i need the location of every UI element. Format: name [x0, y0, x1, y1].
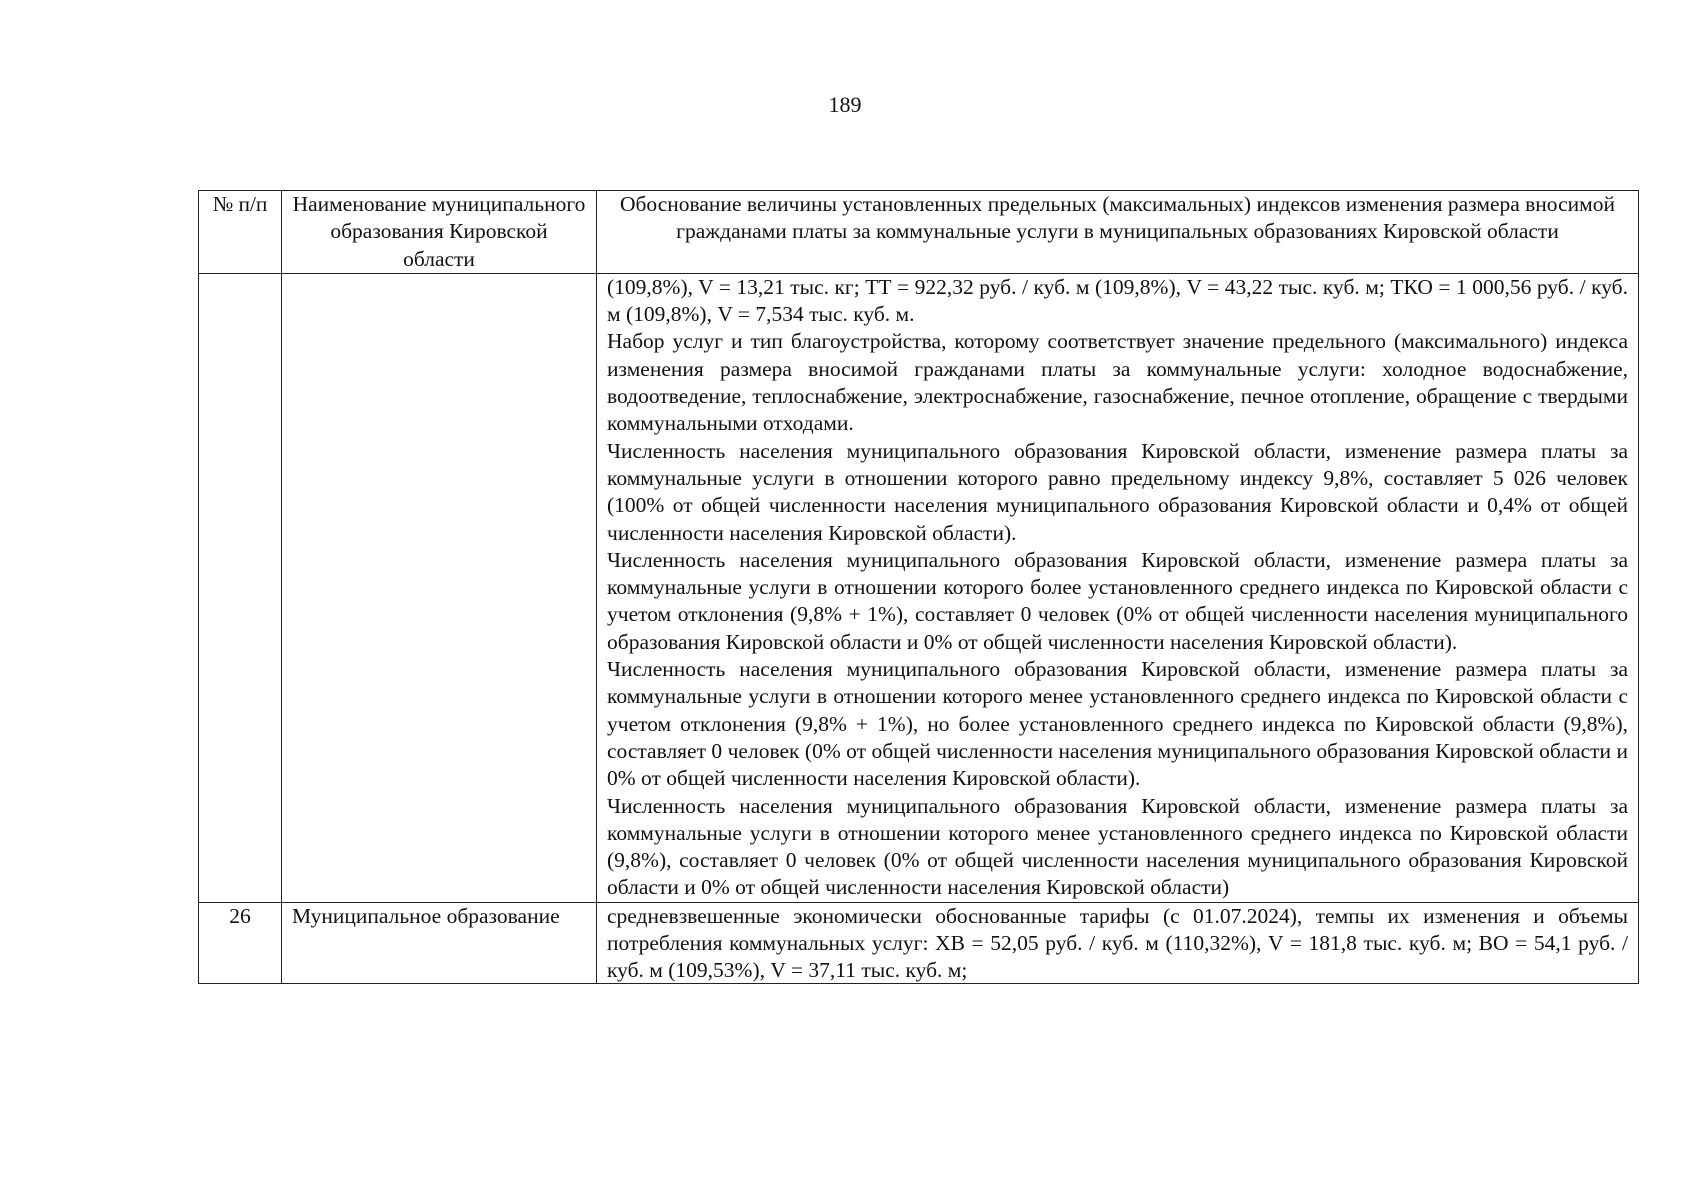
header-justification: Обоснование величины установленных предельных (максимальных) индексов изменения размера вносимой гражданами платы за коммунальные услуги в муниципальных образованиях Кировской области: [597, 191, 1639, 274]
tariff-paragraph: средневзвешенные экономически обоснованные тарифы (с 01.07.2024), темпы их изменения и объемы потребления коммунальных услуг: ХВ = 52,05 руб. / куб. м (110,32%), V = 181,8 тыс. куб. м; ВО = 54,1 руб. / куб. м (109,53%), V = 37,11 тыс. куб. м;: [607, 903, 1628, 983]
row-number-cell: [199, 273, 282, 902]
municipality-name-cell: Муниципальное образование: [282, 902, 597, 983]
tariff-continuation-paragraph: (109,8%), V = 13,21 тыс. кг; ТТ = 922,32 руб. / куб. м (109,8%), V = 43,22 тыс. куб. м; ТКО = 1 000,56 руб. / куб. м (109,8%), V = 7,534 тыс. куб. м.: [607, 274, 1628, 327]
justification-cell: [597, 273, 1639, 902]
page-number: 189: [828, 92, 862, 117]
table-row-continued: [199, 273, 1639, 902]
table-row-26: [199, 902, 1639, 983]
justification-cell: [597, 902, 1639, 983]
justification-table: [198, 190, 1639, 984]
header-number: № п/п: [199, 191, 282, 274]
municipality-name-cell: [282, 273, 597, 902]
population-below-index-paragraph: Численность населения муниципального образования Кировской области, изменение размера платы за коммунальные услуги в отношении которого менее установленного среднего индекса по Кировской области (9,8%), составляет 0 человек (0% от общей численности населения муниципального образования Кировской области и 0% от общей численности населения Кировской области): [607, 793, 1628, 900]
header-municipality-name: Наименование муниципального образования Кировской области: [282, 191, 597, 274]
population-equal-index-paragraph: Численность населения муниципального образования Кировской области, изменение размера платы за коммунальные услуги в отношении которого равно предельному индексу 9,8%, составляет 5 026 человек (100% от общей численности населения муниципального образования Кировской области и 0,4% от общей численности населения Кировской области).: [607, 438, 1628, 545]
population-between-indexes-paragraph: Численность населения муниципального образования Кировской области, изменение размера платы за коммунальные услуги в отношении которого менее установленного среднего индекса по Кировской области с учетом отклонения (9,8% + 1%), но более установленного среднего индекса по Кировской области (9,8%), составляет 0 человек (0% от общей численности населения муниципального образования Кировской области и 0% от общей численности населения Кировской области).: [607, 657, 1628, 791]
services-set-paragraph: Набор услуг и тип благоустройства, которому соответствует значение предельного (максимального) индекса изменения размера вносимой гражданами платы за коммунальные услуги: холодное водоснабжение, водоотведение, теплоснабжение, электроснабжение, газоснабжение, печное отопление, обращение с твердыми коммунальными отходами.: [607, 329, 1628, 436]
row-number-cell: 26: [199, 902, 282, 983]
table-header-row: [199, 191, 1639, 274]
population-above-deviation-paragraph: Численность населения муниципального образования Кировской области, изменение размера платы за коммунальные услуги в отношении которого более установленного среднего индекса по Кировской области с учетом отклонения (9,8% + 1%), составляет 0 человек (0% от общей численности населения муниципального образования Кировской области и 0% от общей численности населения Кировской области).: [607, 547, 1628, 654]
